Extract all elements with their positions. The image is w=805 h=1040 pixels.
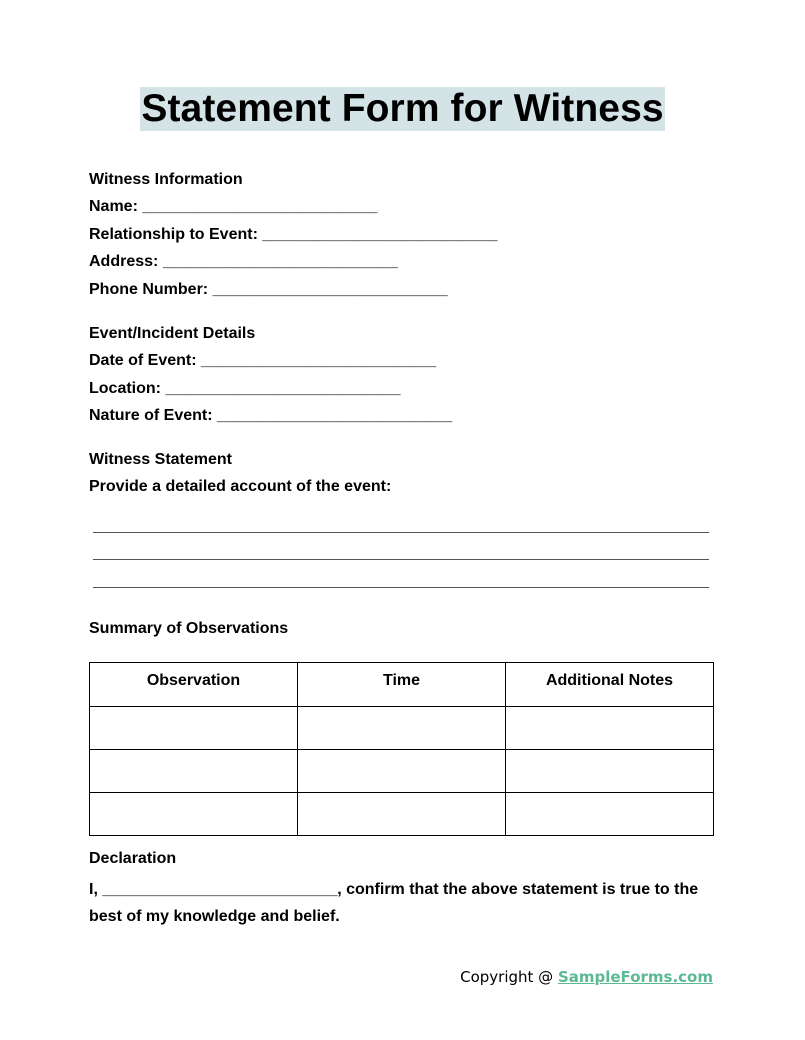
copyright-prefix: Copyright @ <box>460 968 558 986</box>
phone-blank[interactable]: ___________________________ <box>212 281 448 298</box>
table-header-row <box>90 663 714 707</box>
address-blank[interactable]: ___________________________ <box>162 253 398 270</box>
declaration-prefix: I, <box>89 881 103 898</box>
event-details-heading: Event/Incident Details <box>89 325 256 342</box>
declaration-name-blank[interactable]: ___________________________ <box>102 881 338 898</box>
location-field[interactable] <box>89 379 400 399</box>
address-label: Address: <box>89 253 159 270</box>
table-cell[interactable] <box>506 750 714 793</box>
column-header-additional-notes: Additional Notes <box>506 663 714 707</box>
relationship-field[interactable] <box>89 225 497 245</box>
table-cell[interactable] <box>506 793 714 836</box>
title-wrap <box>0 87 805 131</box>
table-row <box>90 793 714 836</box>
page-title: Statement Form for Witness <box>141 87 664 130</box>
date-label: Date of Event: <box>89 352 197 369</box>
location-label: Location: <box>89 380 161 397</box>
table-cell[interactable] <box>90 707 298 750</box>
table-row <box>90 750 714 793</box>
date-field[interactable] <box>89 351 436 371</box>
declaration-heading: Declaration <box>89 850 177 867</box>
nature-blank[interactable]: ___________________________ <box>217 407 452 424</box>
name-label: Name: <box>89 198 138 215</box>
brand-link[interactable]: SampleForms.com <box>557 968 713 986</box>
table-cell[interactable] <box>298 707 506 750</box>
table-row <box>90 707 714 750</box>
nature-field[interactable] <box>89 406 452 426</box>
location-blank[interactable]: ___________________________ <box>165 380 401 397</box>
column-header-observation: Observation <box>90 663 298 707</box>
phone-field[interactable] <box>89 280 447 300</box>
name-blank[interactable]: ___________________________ <box>142 198 378 215</box>
nature-label: Nature of Event: <box>89 407 213 424</box>
summary-heading: Summary of Observations <box>89 620 289 637</box>
column-header-time: Time <box>298 663 506 707</box>
relationship-blank[interactable]: ___________________________ <box>262 226 498 243</box>
name-field[interactable] <box>89 197 377 217</box>
table-cell[interactable] <box>506 707 714 750</box>
statement-prompt: Provide a detailed account of the event: <box>89 478 392 495</box>
statement-heading: Witness Statement <box>89 451 232 468</box>
witness-info-heading: Witness Information <box>89 171 243 188</box>
phone-label: Phone Number: <box>89 281 209 298</box>
statement-line-3[interactable] <box>93 587 709 588</box>
declaration-text <box>89 876 714 930</box>
date-blank[interactable]: ___________________________ <box>201 352 436 369</box>
address-field[interactable] <box>89 252 398 272</box>
table-cell[interactable] <box>298 793 506 836</box>
table-cell[interactable] <box>90 793 298 836</box>
table-cell[interactable] <box>90 750 298 793</box>
copyright <box>460 968 713 986</box>
statement-line-1[interactable] <box>93 532 709 533</box>
relationship-label: Relationship to Event: <box>89 226 258 243</box>
table-cell[interactable] <box>298 750 506 793</box>
declaration-suffix: , confirm that the above statement is true to the best of my knowledge and belief. <box>89 881 699 925</box>
observations-table <box>89 662 714 836</box>
statement-line-2[interactable] <box>93 559 709 560</box>
